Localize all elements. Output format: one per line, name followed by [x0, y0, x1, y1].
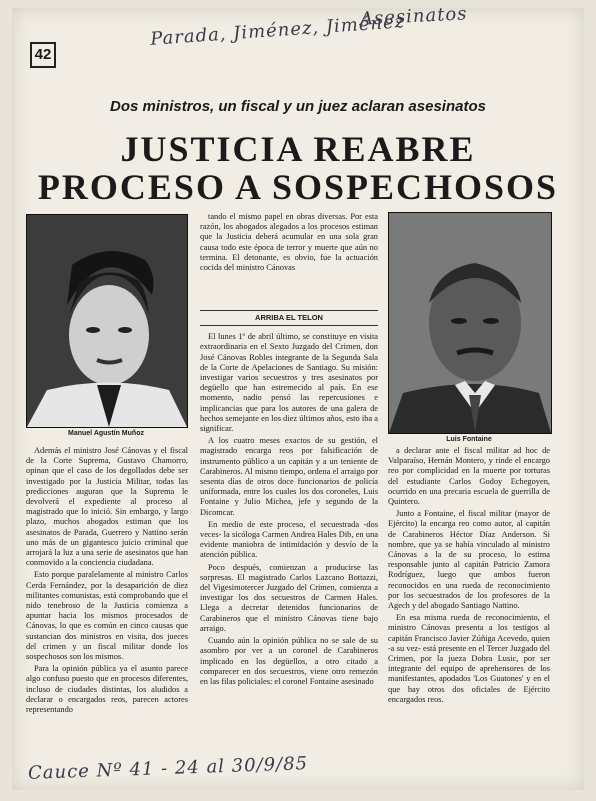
photo-left — [26, 214, 188, 428]
column-2-paragraph: A los cuatro meses exactos de su gestión, el magistrado encarga reos por falsificación de instrumento público a un capitán y a un teniente de Carabineros. Al mismo tiempo, ordena el arraigo por sesenta días de otros doce funcionarios de policía uniformada, entre los cuales los dos coroneles, Luis Fontaine y Julio Michea, jefe y segundo de la Dicomcar. — [200, 436, 378, 517]
handwritten-note-top-right: Asesinatos — [359, 3, 468, 30]
handwritten-note-bottom: Cauce Nº 41 - 24 al 30/9/85 — [27, 753, 309, 784]
portrait-left-image — [27, 215, 187, 427]
photo-right — [388, 212, 552, 434]
headline-line-1: JUSTICIA REABRE — [120, 129, 476, 169]
column-2-paragraph: En medio de este proceso, el secuestrada -dos veces- la sicóloga Carmen Andrea Hales Dib, en una evidente maniobra de intimidación y desvío de la atención pública. — [200, 519, 378, 560]
article-column-3 — [388, 446, 550, 746]
column-3-paragraph: En esa misma rueda de reconocimiento, el ministro Cánovas presenta a los testigos al capitán Francisco Javier Zúñiga Acevedo, quien -a su vez- está presente en el Tercer Juzgado del Crimen, por la jueza Dobra Lusic, por ser integrante del equipo de aprehensores de los manifestantes, apodados 'Los Guatones' y en el que hay otros dos oficiales de Ejército encargados reos. — [388, 613, 550, 704]
photo-left-caption: Manuel Agustín Muñoz — [68, 430, 144, 437]
subhead: ARRIBA EL TELON — [200, 310, 378, 326]
column-1-paragraph: Para la opinión pública ya el asunto parece algo confuso puesto que en procesos diferentes, incluso de ciudades distintas, los aludidos a declarar o encargados reos, parecen actores representando — [26, 664, 188, 715]
column-2-paragraph: Cuando aún la opinión pública no se sale de su asombro por ver a un coronel de Carabineros implicado en los degüellos, a otro citado a comparecer en dos secuestros, viene otro remezón en las filas policiales: el coronel Fontaine asesinado — [200, 636, 378, 686]
kicker: Dos ministros, un fiscal y un juez aclaran asesinatos — [110, 98, 486, 115]
column-1-paragraph: Esto porque paralelamente al ministro Carlos Cerda Fernández, por la desaparición de diez militantes comunistas, está comprobando que el nido tenebroso de la Justicia comienza a apuntar hacia los mismos procesados de Cánovas, lo que es común en cinco causas que sustancian dos ministros en visita, dos jueces del crimen y un fiscal militar donde los sospechosos son los mismos. — [26, 570, 188, 662]
column-2-intro: tando el mismo papel en obras diversas. Por esta razón, los abogados alegados a los procesos estiman que la Justicia deberá acumular en una sola gran causa todo este época de terror y muerte que aún no termina. El detonante, es obvio, fue la actuación cocida del ministro Cánovas — [200, 212, 378, 273]
column-1-paragraph: Además el ministro José Cánovas y el fiscal de la Corte Suprema, Gustavo Chamorro, opinan que el caso de los degollados debe ser investigado por la Justicia Militar, todas las predicciones auguran que la Suprema le devolverá el expediente al proceso al magistrado que lo inició. Sin embargo, y largo plazo, muchos abogados estiman que los asesinatos de Parada, Guerrero y Nattino serán uno más de un gigantesco juicio criminal que arrojará la luz a una serie de asesinatos que han conmovido a la conciencia ciudadana. — [26, 446, 188, 568]
column-2-paragraph: Poco después, comienzan a producirse las sorpresas. El magistrado Carlos Lazcano Bottazzi, del Vigesimotercer Juzgado del Crimen, comienza a investigar los dos secuestros de Carmen Hales. Llega a decretar detenidos funcionarios de Carabineros que el ministro Cánovas tiene bajo arraigo. — [200, 562, 378, 633]
column-2-paragraph: El lunes 1º de abril último, se constituye en visita extraordinaria en el Sexto Juzgado del Crimen, don José Cánovas Robles integrante de la Segunda Sala de la Corte de Apelaciones de Santiago. Su misión: investigar varios secuestros y tres asesinatos por degüello que han estremecido al país. En ese momento, nadio pensó las repercusiones e implicancias que para los autores de una galera de hechos semejante en los diez últimos años, esto iba a significar. — [200, 332, 378, 434]
headline-line-2: PROCESO A SOSPECHOSOS — [37, 167, 559, 207]
handwritten-note-top: Parada, Jiménez, Jiménez — [149, 11, 406, 50]
portrait-right-image — [389, 213, 551, 433]
column-3-paragraph: Junto a Fontaine, el fiscal militar (mayor de Ejército) la encarga reo como autor, al capitán de Carabineros Héctor Díaz Anderson. Si nombre, que ya se había vinculado al ministro Cánovas a la de su proceso, lo estima responsable junto al capitán Patricio Zamora Rodríguez, luego que ambos fueron reconocidos en una rueda de reconocimiento por los secuestrados de los profesores de la Agech y del abogado Santiago Nattino. — [388, 509, 550, 611]
article-column-2-top — [200, 212, 378, 308]
photo-right-caption: Luis Fontaine — [446, 436, 492, 443]
column-3-paragraph: a declarar ante el fiscal militar ad hoc de Valparaíso, Hernán Montero, y rinde el encargo reo por complicidad en la muerte por torturas del estudiante Carlos Godoy Echegoyen, ocurrido en una precaria escuela de guerrilla de Quintero. — [388, 446, 550, 507]
article-column-1 — [26, 446, 188, 746]
article-column-2 — [200, 306, 378, 750]
page-number: 42 — [30, 42, 56, 68]
